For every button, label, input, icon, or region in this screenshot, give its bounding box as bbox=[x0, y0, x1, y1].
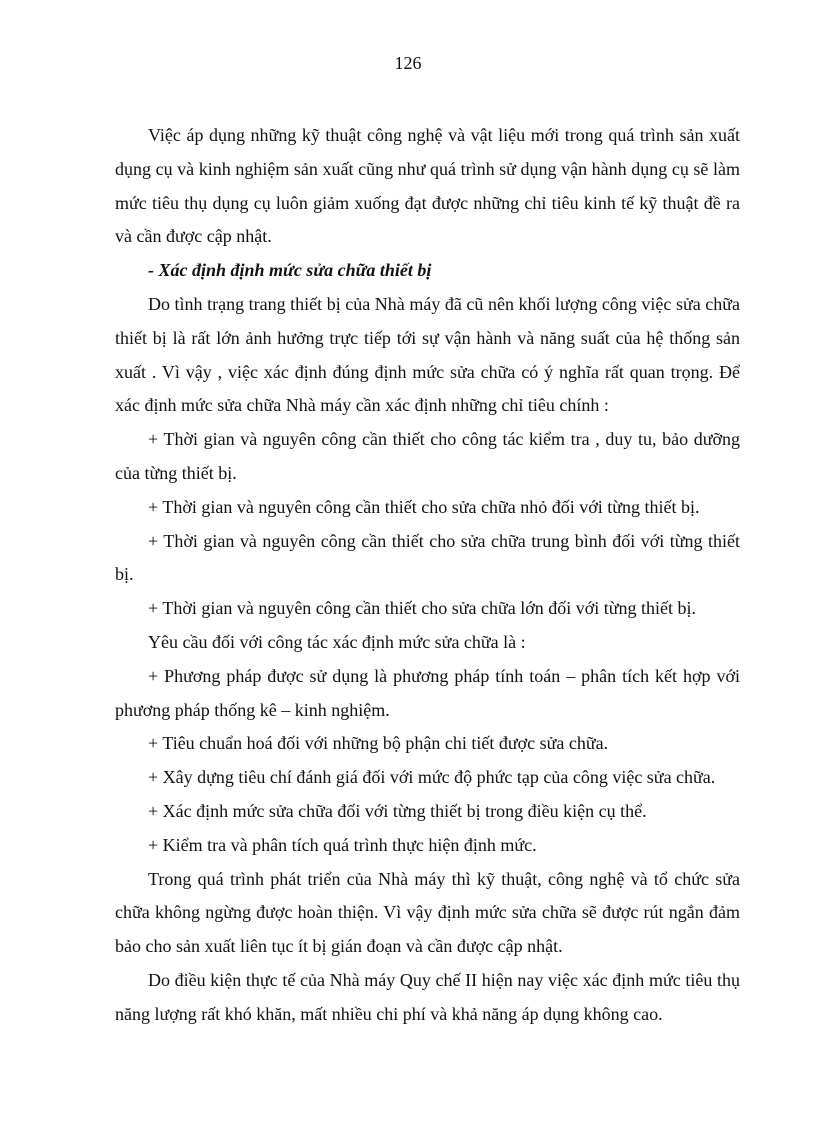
list-item: + Thời gian và nguyên công cần thiết cho công tác kiểm tra , duy tu, bảo dưỡng của từng thiết bị. bbox=[115, 429, 740, 483]
list-item: + Thời gian và nguyên công cần thiết cho sửa chữa trung bình đối với từng thiết bị. bbox=[115, 530, 740, 585]
list-item: + Tiêu chuẩn hoá đối với những bộ phận chi tiết được sửa chữa. bbox=[148, 733, 609, 754]
paragraph: Yêu cầu đối với công tác xác định mức sửa chữa là : bbox=[148, 631, 526, 652]
paragraph: Do tình trạng trang thiết bị của Nhà máy đã cũ nên khối lượng công việc sửa chữa thiết bị là rất lớn ảnh hưởng trực tiếp tới sự vận hành và năng suất của hệ thống sản xuất . Vì vậy , việc xác định đúng định mức sửa chữa có ý nghĩa rất quan trọng. Để xác định mức sửa chữa Nhà máy cần xác định những chỉ tiêu chính : bbox=[115, 293, 740, 416]
section-heading: - Xác định định mức sửa chữa thiết bị bbox=[148, 260, 432, 281]
list-item: + Xác định mức sửa chữa đối với từng thiết bị trong điều kiện cụ thể. bbox=[148, 800, 647, 821]
paragraph: Do điều kiện thực tế của Nhà máy Quy chế II hiện nay việc xác định mức tiêu thụ năng lượng rất khó khăn, mất nhiều chi phí và khả năng áp dụng không cao. bbox=[115, 969, 740, 1024]
page-number: 126 bbox=[394, 53, 422, 73]
body-text bbox=[115, 119, 740, 1032]
list-item: + Phương pháp được sử dụng là phương pháp tính toán – phân tích kết hợp với phương pháp thống kê – kinh nghiệm. bbox=[115, 665, 740, 720]
paragraph: Trong quá trình phát triển của Nhà máy thì kỹ thuật, công nghệ và tổ chức sửa chữa không ngừng được hoàn thiện. Vì vậy định mức sửa chữa sẽ được rút ngắn đảm bảo cho sản xuất liên tục ít bị gián đoạn và cần được cập nhật. bbox=[115, 868, 740, 957]
list-item: + Thời gian và nguyên công cần thiết cho sửa chữa lớn đối với từng thiết bị. bbox=[148, 598, 697, 619]
list-item: + Xây dựng tiêu chí đánh giá đối với mức độ phức tạp của công việc sửa chữa. bbox=[148, 767, 716, 788]
list-item: + Kiểm tra và phân tích quá trình thực hiện định mức. bbox=[148, 834, 537, 855]
list-item: + Thời gian và nguyên công cần thiết cho sửa chữa nhỏ đối với từng thiết bị. bbox=[148, 496, 700, 517]
paragraph: Việc áp dụng những kỹ thuật công nghệ và vật liệu mới trong quá trình sản xuất dụng cụ và kinh nghiệm sản xuất cũng như quá trình sử dụng vận hành dụng cụ sẽ làm mức tiêu thụ dụng cụ luôn giảm xuống đạt được những chỉ tiêu kinh tế kỹ thuật đề ra và cần được cập nhật. bbox=[115, 125, 740, 247]
